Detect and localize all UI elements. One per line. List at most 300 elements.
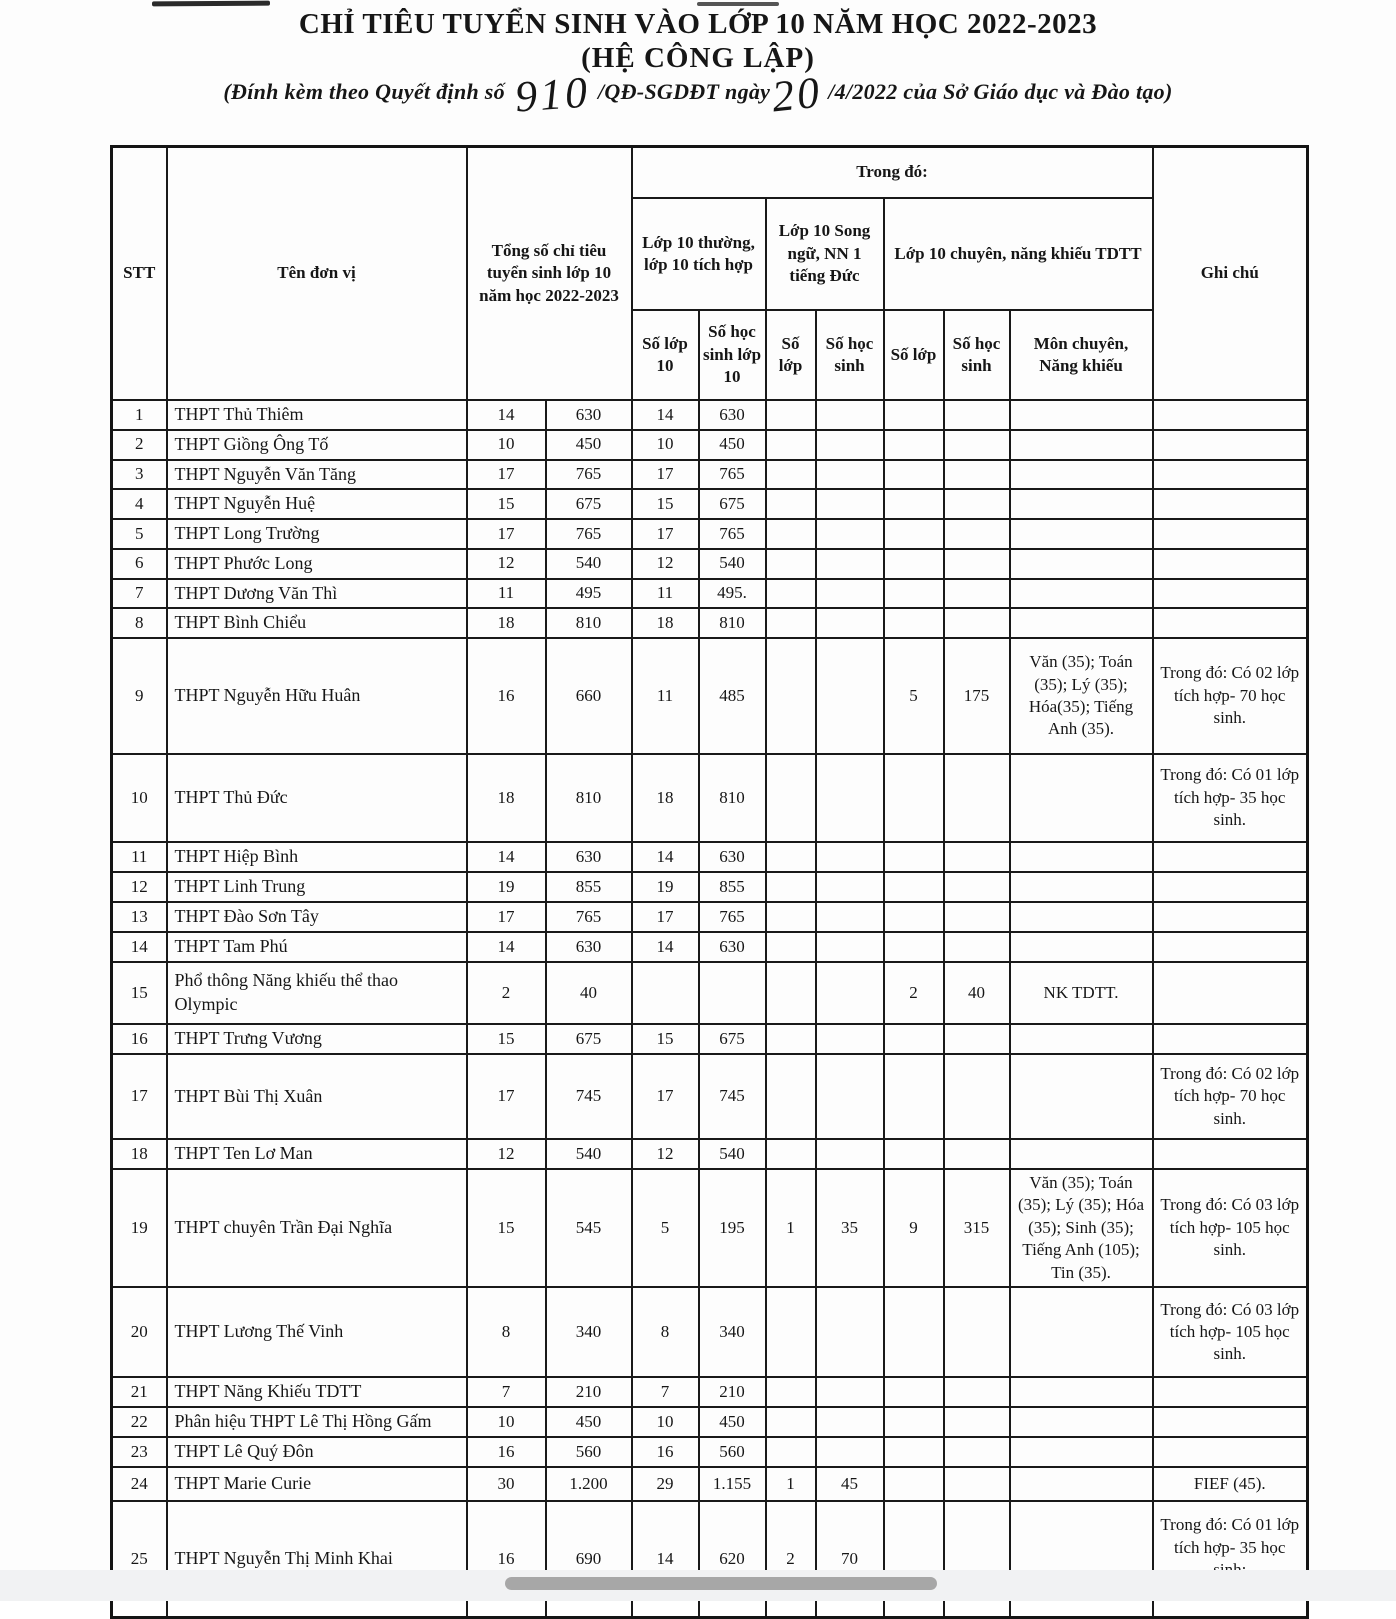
cell-spec_subjects [1010, 549, 1153, 579]
table-row [112, 902, 1308, 932]
header-unit-name: Tên đơn vị [167, 147, 467, 401]
cell-total_classes: 14 [467, 932, 546, 962]
cell-stt: 19 [112, 1169, 167, 1287]
header-stt: STT [112, 147, 167, 401]
cell-reg_students: 195 [699, 1169, 766, 1287]
cell-total_classes: 30 [467, 1467, 546, 1501]
cell-bil_students [816, 872, 884, 902]
cell-name: THPT Bùi Thị Xuân [167, 1054, 467, 1139]
cell-total_classes: 16 [467, 1437, 546, 1467]
table-row [112, 430, 1308, 460]
cell-spec_classes [884, 872, 944, 902]
cell-spec_subjects: Văn (35); Toán (35); Lý (35); Hóa(35); Tiếng Anh (35). [1010, 638, 1153, 754]
cell-stt: 9 [112, 638, 167, 754]
cell-spec_classes [884, 1407, 944, 1437]
cell-spec_classes [884, 489, 944, 519]
table-row [112, 638, 1308, 754]
cell-spec_classes [884, 579, 944, 609]
cell-reg_classes: 17 [632, 460, 699, 490]
cell-spec_subjects [1010, 519, 1153, 549]
cell-note: Trong đó: Có 03 lớp tích hợp- 105 học sinh. [1153, 1287, 1308, 1377]
cell-spec_classes [884, 519, 944, 549]
table-row [112, 962, 1308, 1024]
cell-spec_subjects [1010, 872, 1153, 902]
cell-total_students: 630 [546, 842, 632, 872]
header-specialized-students: Số học sinh [944, 310, 1010, 400]
cell-note [1153, 1139, 1308, 1169]
cell-spec_classes [884, 608, 944, 638]
cell-total_classes: 17 [467, 460, 546, 490]
cell-bil_classes [766, 400, 816, 430]
cell-reg_students: 540 [699, 1139, 766, 1169]
cell-total_classes: 15 [467, 489, 546, 519]
cell-total_classes: 10 [467, 430, 546, 460]
cell-total_students: 630 [546, 932, 632, 962]
cell-spec_students [944, 872, 1010, 902]
cell-bil_classes: 1 [766, 1169, 816, 1287]
cell-note: Trong đó: Có 02 lớp tích hợp- 70 học sinh. [1153, 1054, 1308, 1139]
cell-name: THPT Long Trường [167, 519, 467, 549]
cell-spec_subjects [1010, 430, 1153, 460]
cell-reg_students: 450 [699, 1407, 766, 1437]
scan-artifact [697, 2, 779, 6]
table-row [112, 1287, 1308, 1377]
cell-spec_students [944, 1377, 1010, 1407]
cell-reg_students: 810 [699, 754, 766, 842]
cell-note: Trong đó: Có 03 lớp tích hợp- 105 học sinh. [1153, 1169, 1308, 1287]
cell-note [1153, 842, 1308, 872]
cell-bil_classes [766, 1287, 816, 1377]
cell-total_students: 765 [546, 902, 632, 932]
cell-total_classes: 19 [467, 872, 546, 902]
cell-spec_subjects [1010, 489, 1153, 519]
attachment-suffix: /4/2022 của Sở Giáo dục và Đào tạo) [828, 79, 1173, 104]
cell-note [1153, 489, 1308, 519]
cell-spec_classes [884, 1054, 944, 1139]
cell-reg_classes: 10 [632, 430, 699, 460]
cell-name: THPT Lương Thế Vinh [167, 1287, 467, 1377]
cell-stt: 8 [112, 608, 167, 638]
cell-name: THPT Đào Sơn Tây [167, 902, 467, 932]
cell-stt: 16 [112, 1024, 167, 1054]
table-row [112, 460, 1308, 490]
cell-name: THPT Phước Long [167, 549, 467, 579]
cell-total_classes: 11 [467, 579, 546, 609]
cell-bil_students [816, 932, 884, 962]
cell-total_students: 810 [546, 754, 632, 842]
table-row [112, 1139, 1308, 1169]
cell-name: THPT Nguyễn Văn Tăng [167, 460, 467, 490]
cell-name: THPT Nguyễn Huệ [167, 489, 467, 519]
cell-reg_students: 630 [699, 842, 766, 872]
cell-bil_classes [766, 638, 816, 754]
cell-spec_classes: 9 [884, 1169, 944, 1287]
table-row [112, 1467, 1308, 1501]
cell-bil_students [816, 1139, 884, 1169]
cell-bil_classes [766, 962, 816, 1024]
cell-total_students: 450 [546, 1407, 632, 1437]
cell-spec_subjects [1010, 754, 1153, 842]
cell-bil_students [816, 489, 884, 519]
table-row [112, 842, 1308, 872]
cell-total_students: 765 [546, 460, 632, 490]
cell-total_students: 340 [546, 1287, 632, 1377]
cell-reg_students: 765 [699, 460, 766, 490]
cell-reg_students: 1.155 [699, 1467, 766, 1501]
cell-note [1153, 962, 1308, 1024]
cell-reg_students: 810 [699, 608, 766, 638]
cell-reg_students: 675 [699, 1024, 766, 1054]
cell-reg_students: 620 [699, 1501, 766, 1617]
cell-stt: 24 [112, 1467, 167, 1501]
note-text: Trong đó: Có 01 lớp tích hợp- 35 học [1160, 1515, 1300, 1557]
cell-total_classes: 15 [467, 1169, 546, 1287]
table-row [112, 1054, 1308, 1139]
table-row [112, 1024, 1308, 1054]
header-specialized-group: Lớp 10 chuyên, năng khiếu TDTT [884, 198, 1153, 310]
cell-spec_classes [884, 932, 944, 962]
cell-reg_students: 540 [699, 549, 766, 579]
cell-reg_students: 450 [699, 430, 766, 460]
cell-stt: 11 [112, 842, 167, 872]
cell-name: THPT Tam Phú [167, 932, 467, 962]
cell-total_students: 450 [546, 430, 632, 460]
cell-bil_students [816, 1287, 884, 1377]
cell-name: THPT Thủ Đức [167, 754, 467, 842]
header-regular-students: Số học sinh lớp 10 [699, 310, 766, 400]
cell-reg_students: 495. [699, 579, 766, 609]
cell-reg_classes: 18 [632, 754, 699, 842]
cell-reg_classes: 14 [632, 1501, 699, 1617]
cell-note [1153, 549, 1308, 579]
cell-spec_classes [884, 430, 944, 460]
cell-bil_classes [766, 872, 816, 902]
cell-reg_students: 560 [699, 1437, 766, 1467]
cell-spec_students [944, 842, 1010, 872]
cell-reg_students: 485 [699, 638, 766, 754]
cell-spec_students: 40 [944, 962, 1010, 1024]
table-row [112, 489, 1308, 519]
cell-bil_classes [766, 579, 816, 609]
header-bilingual-group: Lớp 10 Song ngữ, NN 1 tiếng Đức [766, 198, 884, 310]
cell-total_classes: 14 [467, 842, 546, 872]
cell-bil_students [816, 608, 884, 638]
cell-spec_subjects [1010, 902, 1153, 932]
cell-total_classes: 14 [467, 400, 546, 430]
cell-spec_students [944, 1437, 1010, 1467]
cell-reg_classes: 10 [632, 1407, 699, 1437]
cell-spec_classes [884, 1024, 944, 1054]
attachment-prefix: (Đính kèm theo Quyết định số [223, 79, 505, 104]
cell-bil_students [816, 400, 884, 430]
cell-reg_classes: 17 [632, 519, 699, 549]
cell-name: Phổ thông Năng khiếu thể thao Olympic [167, 962, 467, 1024]
cell-name: THPT Năng Khiếu TDTT [167, 1377, 467, 1407]
cell-reg_classes: 16 [632, 1437, 699, 1467]
cell-name: THPT Ten Lơ Man [167, 1139, 467, 1169]
cell-bil_classes [766, 460, 816, 490]
cell-bil_classes [766, 902, 816, 932]
cell-stt: 20 [112, 1287, 167, 1377]
horizontal-scrollbar-track[interactable] [0, 1570, 1396, 1601]
cell-stt: 7 [112, 579, 167, 609]
cell-bil_classes [766, 1407, 816, 1437]
cell-spec_classes [884, 1377, 944, 1407]
table-row [112, 608, 1308, 638]
cell-bil_students: 70 [816, 1501, 884, 1617]
cell-bil_classes [766, 1139, 816, 1169]
cell-spec_subjects [1010, 460, 1153, 490]
cell-reg_classes: 5 [632, 1169, 699, 1287]
cell-spec_classes [884, 842, 944, 872]
cell-name: THPT Giồng Ông Tố [167, 430, 467, 460]
cell-spec_students [944, 430, 1010, 460]
table-row [112, 1437, 1308, 1467]
cell-bil_students [816, 842, 884, 872]
cell-spec_students [944, 489, 1010, 519]
cell-reg_students [699, 962, 766, 1024]
cell-name: THPT Nguyễn Thị Minh Khai [167, 1501, 467, 1617]
cell-name: THPT Nguyễn Hữu Huân [167, 638, 467, 754]
cell-total_students: 675 [546, 1024, 632, 1054]
cell-bil_students [816, 1054, 884, 1139]
table-row [112, 519, 1308, 549]
cell-spec_students [944, 1287, 1010, 1377]
cell-spec_classes [884, 1467, 944, 1501]
cell-bil_students [816, 519, 884, 549]
cell-stt: 4 [112, 489, 167, 519]
cell-stt: 15 [112, 962, 167, 1024]
cell-bil_students [816, 549, 884, 579]
table-row [112, 872, 1308, 902]
cell-stt: 6 [112, 549, 167, 579]
cell-total_students: 210 [546, 1377, 632, 1407]
cell-stt: 18 [112, 1139, 167, 1169]
cell-note: Trong đó: Có 01 lớp tích hợp- 35 học sinh. [1153, 754, 1308, 842]
cell-total_students: 745 [546, 1054, 632, 1139]
header-specialized-classes: Số lớp [884, 310, 944, 400]
cell-note [1153, 932, 1308, 962]
cell-reg_students: 675 [699, 489, 766, 519]
cell-total_students: 660 [546, 638, 632, 754]
cell-total_classes: 10 [467, 1407, 546, 1437]
table-row [112, 932, 1308, 962]
cell-total_students: 765 [546, 519, 632, 549]
cell-bil_classes [766, 754, 816, 842]
cell-total_classes: 12 [467, 1139, 546, 1169]
cell-note [1153, 1437, 1308, 1467]
header-bilingual-students: Số học sinh [816, 310, 884, 400]
cell-reg_classes: 8 [632, 1287, 699, 1377]
cell-reg_classes: 15 [632, 1024, 699, 1054]
cell-note [1153, 430, 1308, 460]
cell-total_students: 675 [546, 489, 632, 519]
cell-spec_students [944, 1054, 1010, 1139]
cell-spec_subjects [1010, 579, 1153, 609]
cell-total_classes: 17 [467, 902, 546, 932]
cell-name: THPT Dương Văn Thì [167, 579, 467, 609]
header-bilingual-classes: Số lớp [766, 310, 816, 400]
cell-reg_students: 855 [699, 872, 766, 902]
cell-spec_subjects [1010, 1407, 1153, 1437]
cell-name: THPT Trưng Vương [167, 1024, 467, 1054]
cell-spec_classes [884, 1287, 944, 1377]
cell-bil_classes [766, 842, 816, 872]
cell-spec_subjects [1010, 1054, 1153, 1139]
cell-bil_students [816, 1024, 884, 1054]
cell-name: THPT Hiệp Bình [167, 842, 467, 872]
cell-reg_classes: 18 [632, 608, 699, 638]
cell-spec_students [944, 1139, 1010, 1169]
cell-reg_classes: 29 [632, 1467, 699, 1501]
attachment-note [0, 67, 1396, 122]
table-header [112, 147, 1308, 401]
cell-reg_classes: 7 [632, 1377, 699, 1407]
cell-total_classes: 16 [467, 638, 546, 754]
cell-stt: 22 [112, 1407, 167, 1437]
cell-total_classes: 2 [467, 962, 546, 1024]
cell-spec_subjects [1010, 1467, 1153, 1501]
cell-spec_subjects [1010, 1139, 1153, 1169]
cell-total_classes: 18 [467, 754, 546, 842]
cell-total_students: 810 [546, 608, 632, 638]
cell-spec_classes [884, 754, 944, 842]
cell-bil_classes [766, 549, 816, 579]
cell-total_students: 690 [546, 1501, 632, 1617]
cell-total_students: 545 [546, 1169, 632, 1287]
cell-spec_classes [884, 460, 944, 490]
cell-bil_students [816, 902, 884, 932]
cell-reg_classes: 12 [632, 1139, 699, 1169]
cell-spec_students [944, 549, 1010, 579]
cell-bil_students [816, 754, 884, 842]
cell-total_classes: 8 [467, 1287, 546, 1377]
cell-note: FIEF (45). [1153, 1467, 1308, 1501]
cell-bil_students [816, 460, 884, 490]
cell-reg_classes [632, 962, 699, 1024]
table-row [112, 1169, 1308, 1287]
cell-bil_students [816, 1437, 884, 1467]
cell-spec_classes [884, 1437, 944, 1467]
cell-stt: 21 [112, 1377, 167, 1407]
cell-spec_subjects [1010, 1287, 1153, 1377]
attachment-middle: /QĐ-SGDĐT ngày [597, 79, 771, 104]
cell-spec_subjects [1010, 1377, 1153, 1407]
table-row [112, 1377, 1308, 1407]
document-subtitle: (HỆ CÔNG LẬP) [581, 42, 815, 74]
cell-stt: 17 [112, 1054, 167, 1139]
cell-stt: 5 [112, 519, 167, 549]
quota-table-container [110, 145, 1306, 1619]
cell-spec_classes [884, 1139, 944, 1169]
cell-bil_classes: 2 [766, 1501, 816, 1617]
cell-spec_classes [884, 549, 944, 579]
cell-total_students: 495 [546, 579, 632, 609]
cell-name: THPT Linh Trung [167, 872, 467, 902]
decision-number-handwritten: 910 [513, 67, 592, 122]
cell-reg_classes: 11 [632, 638, 699, 754]
decision-day-handwritten: 20 [769, 67, 825, 122]
cell-reg_classes: 17 [632, 1054, 699, 1139]
cell-name: THPT Thủ Thiêm [167, 400, 467, 430]
cell-reg_students: 340 [699, 1287, 766, 1377]
cell-bil_classes [766, 932, 816, 962]
cell-bil_classes [766, 608, 816, 638]
table-row [112, 1407, 1308, 1437]
cell-note [1153, 1377, 1308, 1407]
cell-spec_subjects [1010, 400, 1153, 430]
cell-bil_classes [766, 1024, 816, 1054]
cell-spec_students [944, 579, 1010, 609]
cell-spec_students: 175 [944, 638, 1010, 754]
cell-stt: 10 [112, 754, 167, 842]
cell-total_students: 540 [546, 1139, 632, 1169]
cell-total_classes: 17 [467, 1054, 546, 1139]
cell-stt: 12 [112, 872, 167, 902]
cell-note [1153, 579, 1308, 609]
document-header [0, 8, 1396, 122]
cell-reg_classes: 14 [632, 842, 699, 872]
cell-spec_subjects: NK TDTT. [1010, 962, 1153, 1024]
cell-name: THPT Bình Chiểu [167, 608, 467, 638]
cell-stt: 14 [112, 932, 167, 962]
cell-spec_classes: 5 [884, 638, 944, 754]
cell-reg_classes: 12 [632, 549, 699, 579]
cell-spec_students: 315 [944, 1169, 1010, 1287]
cell-total_students: 540 [546, 549, 632, 579]
cell-bil_students [816, 430, 884, 460]
cell-reg_classes: 17 [632, 902, 699, 932]
cell-total_students: 40 [546, 962, 632, 1024]
scan-artifact [152, 1, 270, 7]
cell-name: THPT chuyên Trần Đại Nghĩa [167, 1169, 467, 1287]
table-row [112, 400, 1308, 430]
cell-bil_classes [766, 519, 816, 549]
cell-note [1153, 608, 1308, 638]
cell-total_students: 560 [546, 1437, 632, 1467]
cell-bil_classes [766, 1054, 816, 1139]
cell-reg_classes: 14 [632, 400, 699, 430]
cell-spec_students [944, 1407, 1010, 1437]
cell-note [1153, 902, 1308, 932]
cell-reg_students: 630 [699, 932, 766, 962]
cell-total_classes: 17 [467, 519, 546, 549]
cell-spec_students [944, 460, 1010, 490]
cell-bil_students: 45 [816, 1467, 884, 1501]
cell-name: THPT Marie Curie [167, 1467, 467, 1501]
cell-note [1153, 400, 1308, 430]
cell-stt: 1 [112, 400, 167, 430]
table-row [112, 754, 1308, 842]
header-regular-group: Lớp 10 thường, lớp 10 tích hợp [632, 198, 766, 310]
horizontal-scrollbar-thumb[interactable] [505, 1577, 937, 1590]
cell-spec_students [944, 1024, 1010, 1054]
cell-total_classes: 18 [467, 608, 546, 638]
cell-note [1153, 460, 1308, 490]
cell-name: THPT Lê Quý Đôn [167, 1437, 467, 1467]
cell-spec_students [944, 400, 1010, 430]
quota-table [110, 145, 1309, 1619]
cell-total_classes: 16 [467, 1501, 546, 1617]
cell-spec_subjects [1010, 1437, 1153, 1467]
table-row [112, 549, 1308, 579]
cell-stt: 23 [112, 1437, 167, 1467]
cell-bil_classes [766, 489, 816, 519]
cell-spec_subjects: Văn (35); Toán (35); Lý (35); Hóa (35); Sinh (35); Tiếng Anh (105); Tin (35). [1010, 1169, 1153, 1287]
cell-stt: 25 [112, 1501, 167, 1617]
document-title: CHỈ TIÊU TUYỂN SINH VÀO LỚP 10 NĂM HỌC 2022-2023 [298, 8, 1098, 40]
cell-spec_students [944, 902, 1010, 932]
